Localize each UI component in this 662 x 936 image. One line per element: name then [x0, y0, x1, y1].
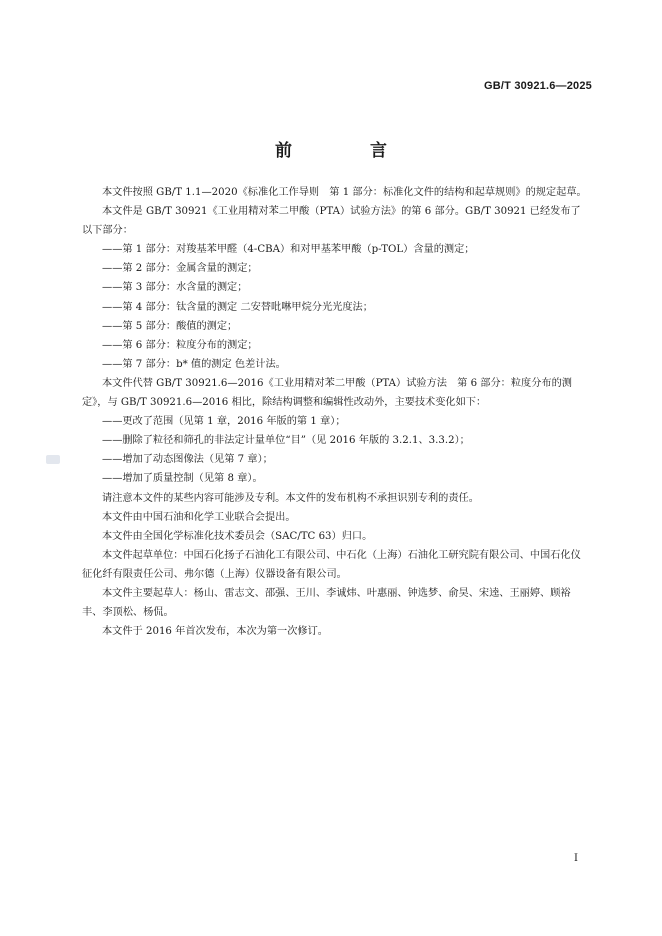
paragraph: 本文件代替 GB/T 30921.6—2016《工业用精对苯二甲酸（PTA）试验方法 第 6 部分：粒度分布的测定》，与 GB/T 30921.6—2016 相比，除结构调整和编辑性改动外，主要技术变化如下：: [82, 377, 572, 409]
paragraph: 本文件起草单位：中国石化扬子石油化工有限公司、中石化（上海）石油化工研究院有限公司、中国石化仪征化纤有限责任公司、弗尔德（上海）仪器设备有限公司。: [82, 549, 581, 580]
list-item: ——第 5 部分：酸值的测定；: [102, 320, 238, 332]
standard-number: GB/T 30921.6—2025: [484, 80, 592, 92]
list-item: ——第 4 部分：钛含量的测定 二安替吡啉甲烷分光光度法；: [102, 301, 373, 313]
list-item: ——第 3 部分：水含量的测定；: [102, 282, 248, 294]
list-item: ——第 6 部分：粒度分布的测定；: [102, 339, 258, 351]
list-item: ——第 2 部分：金属含量的测定；: [102, 263, 258, 275]
list-item: ——增加了质量控制（见第 8 章）。: [102, 473, 263, 485]
page-title: 前 言: [275, 141, 423, 161]
list-item: ——增加了动态图像法（见第 7 章）；: [102, 454, 273, 466]
margin-mark: [46, 455, 60, 464]
list-item: ——删除了粒径和筛孔的非法定计量单位“目”（见 2016 年版的 3.2.1、3.3.2）；: [102, 435, 470, 447]
list-item: ——第 1 部分：对羧基苯甲醛（4-CBA）和对甲基苯甲酸（p-TOL）含量的测定；: [102, 244, 475, 256]
list-item: ——第 7 部分：b* 值的测定 色差计法。: [102, 358, 286, 370]
paragraph: 本文件由全国化学标准化技术委员会（SAC/TC 63）归口。: [102, 530, 373, 542]
paragraph: 请注意本文件的某些内容可能涉及专利。本文件的发布机构不承担识别专利的责任。: [102, 492, 479, 504]
paragraph: 本文件是 GB/T 30921《工业用精对苯二甲酸（PTA）试验方法》的第 6 部分。GB/T 30921 已经发布了以下部分：: [82, 206, 581, 237]
document-body: [82, 183, 590, 641]
paragraph: 本文件主要起草人：杨山、雷志文、邵强、王川、李诚炜、叶惠丽、钟选梦、俞昊、宋逵、王丽婷、顾裕丰、李顶松、杨侃。: [82, 587, 571, 619]
list-item: ——更改了范围（见第 1 章，2016 年版的第 1 章）；: [102, 416, 346, 428]
paragraph: 本文件按照 GB/T 1.1—2020《标准化工作导则 第 1 部分：标准化文件的结构和起草规则》的规定起草。: [102, 187, 587, 198]
paragraph: 本文件于 2016 年首次发布，本次为第一次修订。: [102, 626, 328, 638]
page-number: I: [574, 853, 578, 864]
paragraph: 本文件由中国石油和化学工业联合会提出。: [102, 511, 296, 523]
